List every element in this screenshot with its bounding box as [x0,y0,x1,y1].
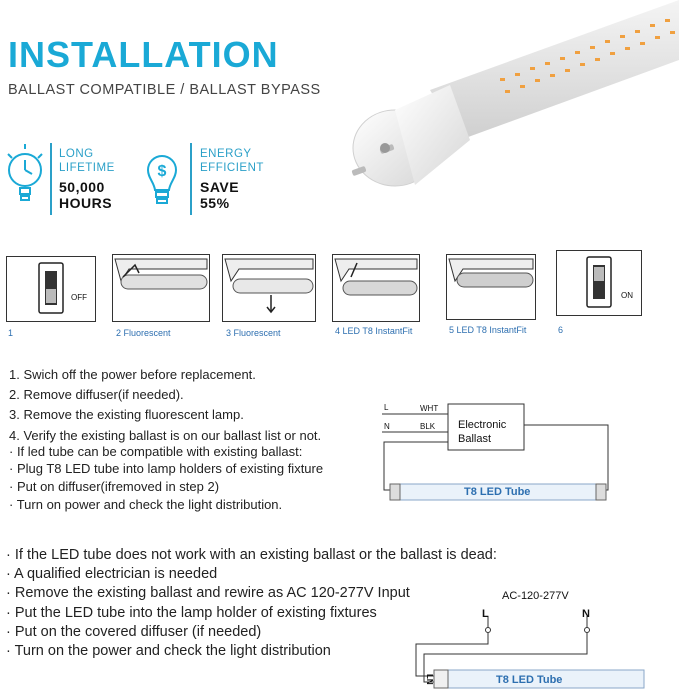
instruction-a-3: 3. Remove the existing fluorescent lamp. [9,407,244,422]
feature-divider [190,143,192,215]
instruction-a-1: 1. Swich off the power before replacement. [9,367,256,382]
step-caption-5: 5 LED T8 InstantFit [449,325,527,335]
ballast-wire-l: L [384,403,389,412]
step-panel-6 [556,250,642,316]
feature-efficient-line2: EFFICIENT [200,162,264,174]
ballast-tube-label: T8 LED Tube [464,486,531,498]
instruction-a-8: · Turn on power and check the light distribution. [9,497,283,512]
step-caption-4: 4 LED T8 InstantFit [335,326,413,336]
ballast-box-line1: Electronic [458,419,507,431]
step-caption-1: 1 [8,328,14,338]
switch-on-icon [557,251,641,315]
bypass-l: L [482,608,489,620]
instruction-b-5: · Put on the covered diffuser (if needed) [6,624,262,640]
fluorescent-fixture-icon [113,255,209,321]
feature-lifetime-line2: LIFETIME [59,162,115,174]
step-panel-1 [6,256,96,322]
instruction-b-6: · Turn on the power and check the light distribution [6,643,331,659]
instruction-b-3: · Remove the existing ballast and rewire as AC 120-277V Input [6,585,410,601]
feature-divider [50,143,52,215]
step-panel-5 [446,254,536,320]
dollar-bulb-icon [140,142,184,216]
bypass-tube-label: T8 LED Tube [496,674,563,686]
page-title: INSTALLATION [8,34,279,75]
svg-text:$: $ [157,163,167,180]
feature-efficient-line1: ENERGY [200,148,252,160]
ballast-box-line2: Ballast [458,433,492,445]
instruction-b-1: · If the LED tube does not work with an existing ballast or the ballast is dead: [6,547,497,563]
feature-lifetime-value2: HOURS [59,195,113,211]
ballast-wiring-diagram [376,400,626,510]
step-caption-6: 6 [558,325,564,335]
instruction-b-4: · Put the LED tube into the lamp holder of existing fixtures [6,605,377,621]
step-panel-3 [222,254,316,322]
instruction-a-4: 4. Verify the existing ballast is on our ballast list or not. [9,428,322,443]
feature-lifetime-line1: LONG [59,148,94,160]
instruction-b-2: · A qualified electrician is needed [6,566,218,582]
stopwatch-bulb-icon [4,142,46,216]
feature-lifetime-value1: 50,000 [59,179,105,195]
instruction-a-2: 2. Remove diffuser(if needed). [9,387,184,402]
step-caption-2: 2 Fluorescent [116,328,171,338]
ballast-box-label [458,418,506,446]
insert-led-tube-icon [333,255,419,321]
bypass-wiring-diagram [412,586,652,694]
switch-off-label: OFF [71,293,87,302]
switch-off-icon [7,257,95,321]
led-tube-image [340,0,679,200]
bypass-n: N [582,608,590,620]
ballast-blk: BLK [420,422,436,431]
feature-efficient [200,147,264,211]
feature-efficient-value1: SAVE [200,179,240,195]
instruction-a-5: · If led tube can be compatible with existing ballast: [9,444,303,459]
bypass-end-label: LN [425,674,434,685]
ballast-wire-n: N [384,422,390,431]
feature-lifetime [59,147,115,211]
step-panel-4 [332,254,420,322]
feature-efficient-value2: 55% [200,195,230,211]
remove-lamp-icon [223,255,315,321]
installed-led-tube-icon [447,255,535,319]
switch-on-label: ON [621,291,633,300]
page-subtitle: BALLAST COMPATIBLE / BALLAST BYPASS [8,82,321,98]
ballast-wht: WHT [420,404,439,413]
step-panel-2 [112,254,210,322]
instruction-a-6: · Plug T8 LED tube into lamp holders of existing fixture [9,461,324,476]
bypass-voltage: AC-120-277V [502,590,569,602]
instruction-a-7: · Put on diffuser(ifremoved in step 2) [9,479,220,494]
step-caption-3: 3 Fluorescent [226,328,281,338]
